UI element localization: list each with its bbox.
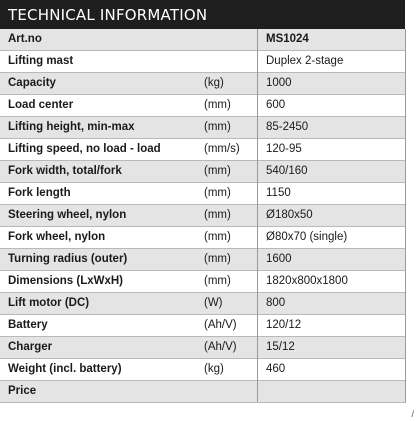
spec-row (0, 51, 406, 73)
spec-row (0, 183, 406, 205)
spec-value: 15/12 (258, 337, 406, 359)
spec-unit: (mm) (196, 249, 258, 271)
spec-row (0, 271, 406, 293)
spec-label: Lifting mast (0, 51, 196, 73)
spec-value: 540/160 (258, 161, 406, 183)
spec-row (0, 161, 406, 183)
spec-label: Fork wheel, nylon (0, 227, 196, 249)
spec-unit: (mm) (196, 161, 258, 183)
spec-value: 120/12 (258, 315, 406, 337)
spec-header-band (0, 0, 405, 29)
spec-row (0, 381, 406, 403)
corner-mark: / (411, 409, 414, 419)
spec-row (0, 293, 406, 315)
spec-label: Lifting speed, no load - load (0, 139, 196, 161)
spec-unit: (mm/s) (196, 139, 258, 161)
spec-label: Art.no (0, 29, 196, 51)
spec-value: Duplex 2-stage (258, 51, 406, 73)
spec-value: Ø80x70 (single) (258, 227, 406, 249)
spec-row (0, 29, 406, 51)
spec-value: Ø180x50 (258, 205, 406, 227)
spec-unit: (W) (196, 293, 258, 315)
spec-label: Steering wheel, nylon (0, 205, 196, 227)
spec-value: 1820x800x1800 (258, 271, 406, 293)
spec-value: 1600 (258, 249, 406, 271)
spec-label: Dimensions (LxWxH) (0, 271, 196, 293)
spec-label: Lifting height, min-max (0, 117, 196, 139)
spec-table (0, 29, 406, 403)
spec-row (0, 227, 406, 249)
spec-row (0, 205, 406, 227)
spec-value: 800 (258, 293, 406, 315)
spec-row (0, 337, 406, 359)
spec-unit: (kg) (196, 73, 258, 95)
spec-label: Charger (0, 337, 196, 359)
spec-unit: (mm) (196, 95, 258, 117)
spec-value (258, 381, 406, 403)
spec-unit: (mm) (196, 117, 258, 139)
spec-value: 85-2450 (258, 117, 406, 139)
spec-label: Capacity (0, 73, 196, 95)
spec-value: 1150 (258, 183, 406, 205)
spec-unit: (kg) (196, 359, 258, 381)
spec-unit (196, 381, 258, 403)
spec-value: 120-95 (258, 139, 406, 161)
spec-unit: (mm) (196, 183, 258, 205)
spec-label: Price (0, 381, 196, 403)
spec-row (0, 117, 406, 139)
spec-row (0, 249, 406, 271)
spec-label: Battery (0, 315, 196, 337)
spec-unit: (mm) (196, 271, 258, 293)
spec-value: 600 (258, 95, 406, 117)
spec-label: Fork length (0, 183, 196, 205)
spec-unit: (mm) (196, 205, 258, 227)
spec-row (0, 73, 406, 95)
spec-label: Fork width, total/fork (0, 161, 196, 183)
spec-unit: (Ah/V) (196, 337, 258, 359)
spec-label: Lift motor (DC) (0, 293, 196, 315)
spec-value: 460 (258, 359, 406, 381)
spec-label: Turning radius (outer) (0, 249, 196, 271)
spec-title: TECHNICAL INFORMATION (8, 6, 208, 24)
spec-unit (196, 29, 258, 51)
spec-value: MS1024 (258, 29, 406, 51)
spec-row (0, 139, 406, 161)
spec-unit (196, 51, 258, 73)
spec-table-body (0, 29, 406, 403)
spec-label: Weight (incl. battery) (0, 359, 196, 381)
spec-row (0, 359, 406, 381)
spec-value: 1000 (258, 73, 406, 95)
spec-unit: (mm) (196, 227, 258, 249)
spec-label: Load center (0, 95, 196, 117)
spec-unit: (Ah/V) (196, 315, 258, 337)
spec-row (0, 315, 406, 337)
spec-row (0, 95, 406, 117)
